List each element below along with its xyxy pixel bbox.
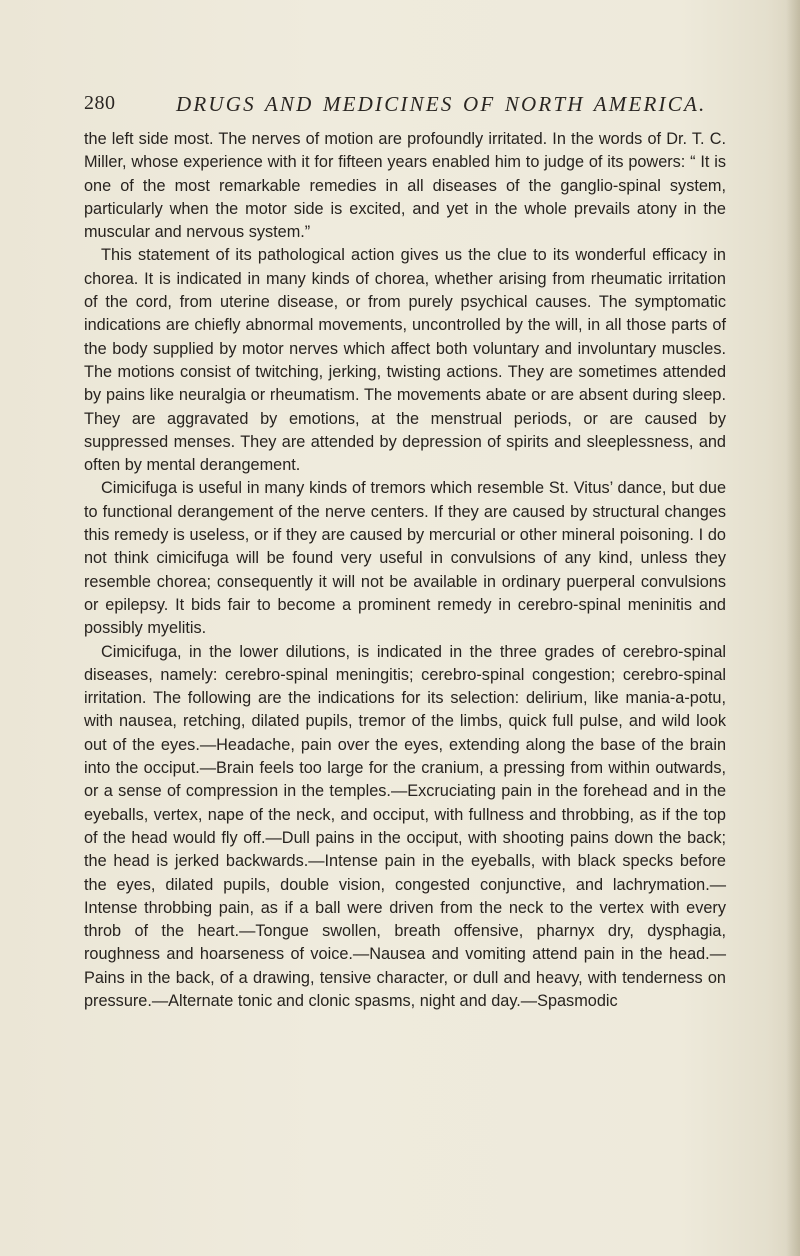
page-number: 280 (84, 92, 116, 114)
body-text (84, 128, 726, 1013)
paragraph-4: Cimicifuga, in the lower dilutions, is indicated in the three grades of cerebro-spinal diseases, namely: cerebro-spinal meningitis; cerebro-spinal congestion; cerebro-spinal irritation. The following are the indications for its selection: delirium, like mania-a-potu, with nausea, retching, dilated pupils, tremor of the limbs, quick full pulse, and wild look out of the eyes.—Headache, pain over the eyes, extending along the base of the brain into the occiput.—Brain feels too large for the cranium, a pressing from within outwards, or a sense of compression in the temples.—Excruciating pain in the forehead and in the eyeballs, vertex, nape of the neck, and occiput, with fullness and throbbing, as if the top of the head would fly off.—Dull pains in the occiput, with shooting pains down the back; the head is jerked backwards.—Intense pain in the eyeballs, with black specks before the eyes, dilated pupils, double vision, congested conjunctive, and lachrymation.—Intense throbbing pain, as if a ball were driven from the neck to the vertex with every throb of the heart.—Tongue swollen, breath offensive, pharnyx dry, dysphagia, roughness and hoarseness of voice.—Nausea and vomiting attend pain in the head.—Pains in the back, of a drawing, tensive character, or dull and heavy, with tenderness on pressure.—Alternate tonic and clonic spasms, night and day.—Spasmodic (84, 642, 726, 1010)
paragraph-3: Cimicifuga is useful in many kinds of tremors which resemble St. Vitus’ dance, but due to functional derangement of the nerve centers. If they are caused by structural changes this remedy is useless, or if they are caused by mercurial or other mineral poisoning. I do not think cimicifuga will be found very useful in convulsions of any kind, unless they resemble chorea; consequently it will not be available in ordinary puerperal convulsions or epilepsy. It bids fair to become a prominent remedy in cerebro-spinal meninitis and possibly myelitis. (84, 479, 726, 638)
paragraph-1: the left side most. The nerves of motion are profoundly irritated. In the words of Dr. T. C. Miller, whose experience with it for fifteen years enabled him to judge of its powers: “ It is one of the most remarkable remedies in all diseases of the ganglio-spinal system, particularly when the motor side is excited, and yet in the whole prevails atony in the muscular and nervous system.” (84, 130, 726, 242)
page-edge-shadow (786, 0, 800, 1256)
paragraph-2: This statement of its pathological action gives us the clue to its wonderful efficacy in chorea. It is indicated in many kinds of chorea, whether arising from rheumatic irritation of the cord, from uterine disease, or from purely psychical causes. The symptomatic indications are chiefly abnormal movements, uncontrolled by the will, in all those parts of the body supplied by motor nerves which affect both voluntary and involuntary muscles. The motions consist of twitching, jerking, twisting actions. They are sometimes attended by pains like neuralgia or rheumatism. The movements abate or are absent during sleep. They are aggravated by emotions, at the menstrual periods, or are caused by suppressed menses. They are attended by depression of spirits and sleeplessness, and often by mental derangement. (84, 246, 726, 475)
page-header (84, 92, 724, 122)
running-title: DRUGS AND MEDICINES OF NORTH AMERICA. (176, 92, 707, 116)
